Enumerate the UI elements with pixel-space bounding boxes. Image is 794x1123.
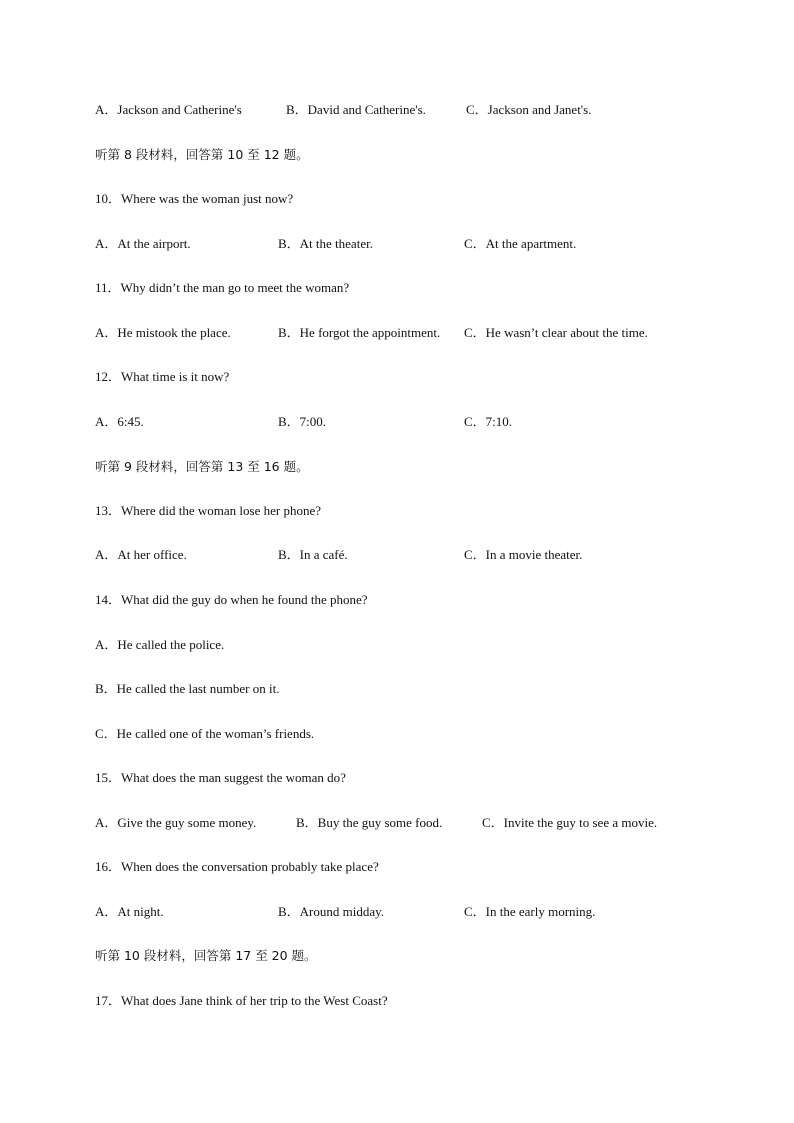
option-a: A．He mistook the place. xyxy=(95,325,231,340)
option-c: C．7:10. xyxy=(464,414,513,429)
question-14-option-c: C．He called one of the woman’s friends. xyxy=(95,726,315,741)
option-b: B．Buy the guy some food. xyxy=(296,815,443,830)
option-b: B．In a café. xyxy=(278,547,348,562)
section-heading-8: 听第 8 段材料，回答第 10 至 12 题。 xyxy=(95,147,309,162)
question-16-stem: 16．When does the conversation probably take place? xyxy=(95,859,379,874)
question-15-stem: 15．What does the man suggest the woman do? xyxy=(95,770,346,785)
option-a: A．At night. xyxy=(95,904,164,919)
option-b: B．He forgot the appointment. xyxy=(278,325,441,340)
question-14-option-b: B．He called the last number on it. xyxy=(95,681,280,696)
option-c: C．He wasn’t clear about the time. xyxy=(464,325,648,340)
question-14-option-a: A．He called the police. xyxy=(95,637,225,652)
option-c: C．In the early morning. xyxy=(464,904,596,919)
question-12-stem: 12．What time is it now? xyxy=(95,369,230,384)
question-14-stem: 14．What did the guy do when he found the phone? xyxy=(95,592,368,607)
section-heading-9: 听第 9 段材料，回答第 13 至 16 题。 xyxy=(95,459,309,474)
section-heading-10: 听第 10 段材料，回答第 17 至 20 题。 xyxy=(95,948,317,963)
question-11-stem: 11．Why didn’t the man go to meet the woman? xyxy=(95,280,350,295)
option-b: B．Around midday. xyxy=(278,904,385,919)
option-a: A．Jackson and Catherine's xyxy=(95,102,242,117)
option-c: C．At the apartment. xyxy=(464,236,577,251)
option-a: A．Give the guy some money. xyxy=(95,815,257,830)
question-17-stem: 17．What does Jane think of her trip to the West Coast? xyxy=(95,993,388,1008)
option-c: C．In a movie theater. xyxy=(464,547,583,562)
option-a: A．At the airport. xyxy=(95,236,191,251)
question-13-stem: 13．Where did the woman lose her phone? xyxy=(95,503,321,518)
option-b: B．David and Catherine's. xyxy=(286,102,426,117)
option-b: B．7:00. xyxy=(278,414,327,429)
option-a: A．6:45. xyxy=(95,414,144,429)
option-c: C．Jackson and Janet's. xyxy=(466,102,592,117)
option-c: C．Invite the guy to see a movie. xyxy=(482,815,658,830)
question-10-stem: 10．Where was the woman just now? xyxy=(95,191,294,206)
option-a: A．At her office. xyxy=(95,547,187,562)
option-b: B．At the theater. xyxy=(278,236,373,251)
